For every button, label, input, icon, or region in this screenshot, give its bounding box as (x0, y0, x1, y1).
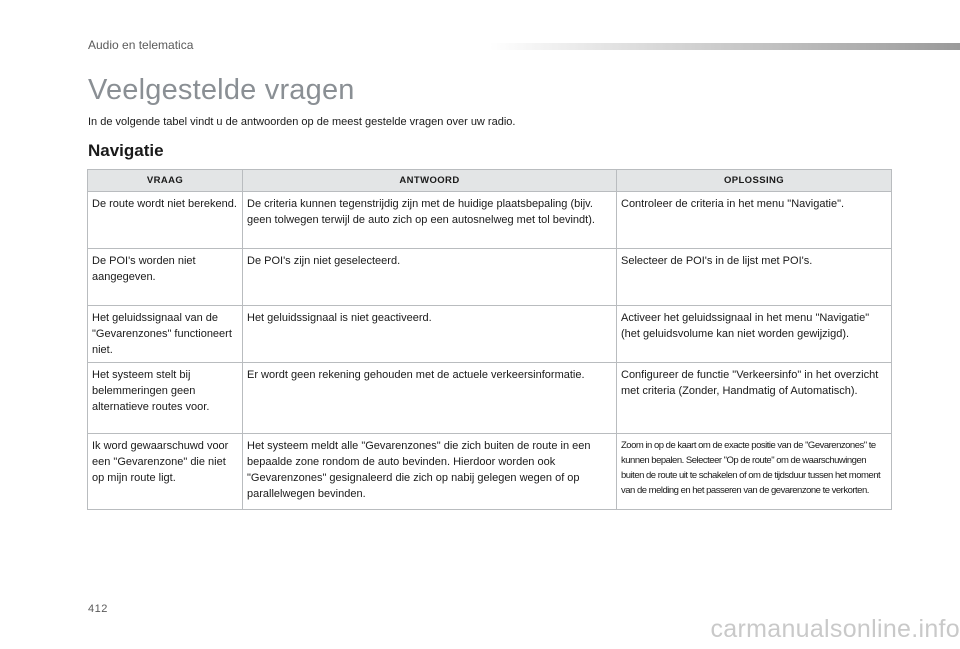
question-cell: De route wordt niet berekend. (88, 192, 243, 249)
page-number: 412 (88, 603, 108, 615)
answer-cell: Er wordt geen rekening gehouden met de actuele verkeersinformatie. (243, 363, 617, 434)
page-title: Veelgestelde vragen (88, 74, 355, 106)
column-header-solution: OPLOSSING (617, 170, 892, 192)
solution-cell: Zoom in op de kaart om de exacte positie van de "Gevarenzones" te kunnen bepalen. Selecteer "Op de route" om de waarschuwingen buiten de route uit te schakelen of om de tijdsduur tussen het moment van de melding en het passeren van de gevarenzone te verkorten. (617, 434, 892, 510)
solution-cell: Configureer de functie "Verkeersinfo" in het overzicht met criteria (Zonder, Handmatig of Automatisch). (617, 363, 892, 434)
column-header-question: VRAAG (88, 170, 243, 192)
table-row (88, 306, 892, 363)
table-row (88, 363, 892, 434)
answer-cell: Het geluidssignaal is niet geactiveerd. (243, 306, 617, 363)
solution-cell: Selecteer de POI's in de lijst met POI's. (617, 249, 892, 306)
question-cell: Het systeem stelt bij belemmeringen geen alternatieve routes voor. (88, 363, 243, 434)
watermark: carmanualsonline.info (710, 615, 960, 643)
section-subheading: Navigatie (88, 141, 164, 160)
column-header-answer: ANTWOORD (243, 170, 617, 192)
question-cell: Ik word gewaarschuwd voor een "Gevarenzone" die niet op mijn route ligt. (88, 434, 243, 510)
table-row (88, 249, 892, 306)
table-row (88, 192, 892, 249)
solution-cell: Activeer het geluidssignaal in het menu "Navigatie" (het geluidsvolume kan niet worden gewijzigd). (617, 306, 892, 363)
intro-text: In de volgende tabel vindt u de antwoorden op de meest gestelde vragen over uw radio. (88, 116, 516, 128)
section-label: Audio en telematica (88, 38, 194, 52)
table-header-row (88, 170, 892, 192)
question-cell: De POI's worden niet aangegeven. (88, 249, 243, 306)
answer-cell: Het systeem meldt alle "Gevarenzones" die zich buiten de route in een bepaalde zone rondom de auto bevinden. Hierdoor worden ook "Gevarenzones" gesignaleerd die zich op nabij gelegen wegen of op parallelwegen bevinden. (243, 434, 617, 510)
answer-cell: De POI's zijn niet geselecteerd. (243, 249, 617, 306)
question-cell: Het geluidssignaal van de "Gevarenzones" functioneert niet. (88, 306, 243, 363)
header-decor-bar (490, 43, 960, 50)
solution-cell: Controleer de criteria in het menu "Navigatie". (617, 192, 892, 249)
table-row (88, 434, 892, 510)
faq-table (87, 169, 892, 510)
answer-cell: De criteria kunnen tegenstrijdig zijn met de huidige plaatsbepaling (bijv. geen tolwegen terwijl de auto zich op een autosnelweg met tol bevindt). (243, 192, 617, 249)
